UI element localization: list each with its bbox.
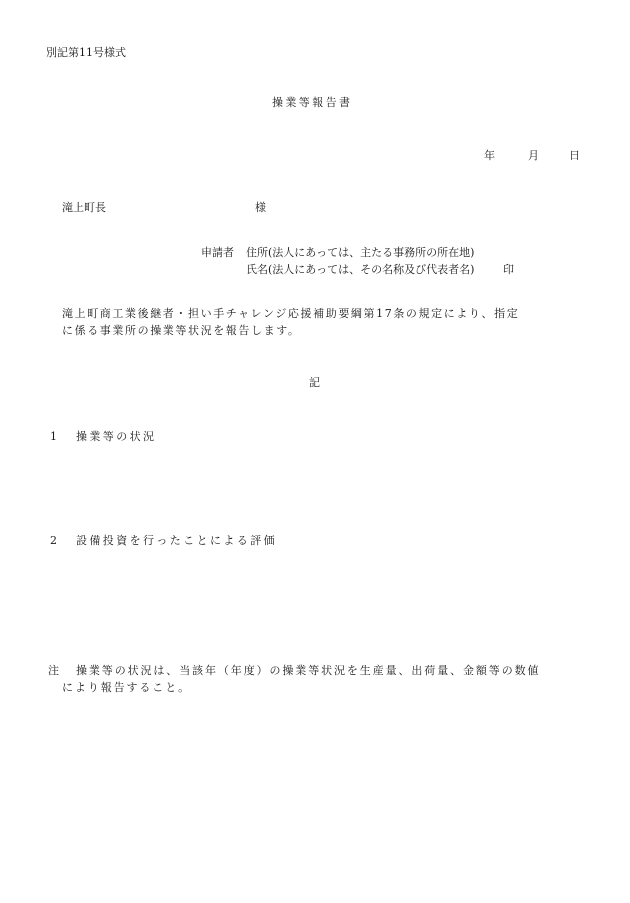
- addressee-name: 滝上町長: [62, 201, 106, 214]
- date-year-label: 年: [484, 149, 495, 162]
- body-paragraph-line-1: 滝上町商工業後継者・担い手チャレンジ応援補助要綱第17条の規定により、指定: [62, 307, 520, 320]
- seal-mark: 印: [503, 263, 514, 276]
- addressee-honorific: 様: [255, 201, 266, 214]
- item-2-label: 設備投資を行ったことによる評価: [76, 534, 277, 547]
- applicant-label: 申請者: [201, 246, 234, 259]
- item-1-label: 操業等の状況: [76, 430, 157, 443]
- ki-heading: 記: [309, 376, 320, 389]
- document-title: 操業等報告書: [272, 96, 353, 109]
- note-label: 注: [48, 664, 59, 677]
- item-2-number: 2: [50, 534, 57, 547]
- date-month-label: 月: [528, 149, 539, 162]
- note-line-2: により報告すること。: [62, 681, 191, 694]
- item-1-number: 1: [50, 430, 57, 443]
- body-paragraph-line-2: に係る事業所の操業等状況を報告します。: [62, 324, 301, 337]
- applicant-name: 氏名(法人にあっては、その名称及び代表者名): [246, 263, 475, 276]
- form-number: 別記第11号様式: [46, 46, 126, 59]
- date-day-label: 日: [569, 149, 580, 162]
- applicant-address: 住所(法人にあっては、主たる事務所の所在地): [246, 246, 475, 259]
- note-line-1: 操業等の状況は、当該年（年度）の操業等状況を生産量、出荷量、金額等の数値: [76, 664, 541, 677]
